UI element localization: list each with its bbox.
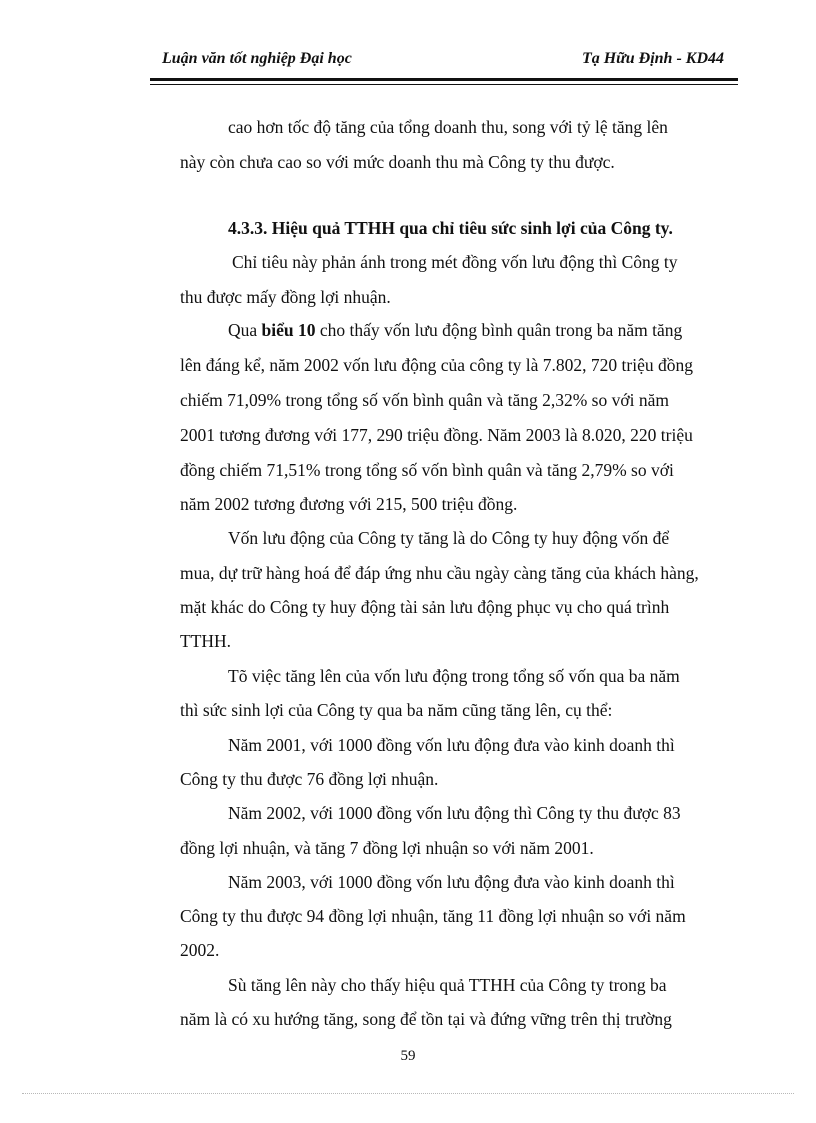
- text-line: 2001 tương đương với 177, 290 triệu đồng. Năm 2003 là 8.020, 220 triệu: [180, 425, 693, 445]
- text-line: năm 2002 tương đương với 215, 500 triệu đồng.: [180, 494, 518, 514]
- text-run: Qua: [228, 320, 262, 340]
- text-line: Năm 2001, với 1000 đồng vốn lưu động đưa vào kinh doanh thì: [228, 735, 675, 755]
- page-number: 59: [400, 1048, 416, 1064]
- text-line: Công ty thu được 76 đồng lợi nhuận.: [180, 769, 439, 789]
- text-line: đồng chiếm 71,51% trong tổng số vốn bình quân và tăng 2,79% so với: [180, 460, 674, 480]
- text-line: Năm 2002, với 1000 đồng vốn lưu động thì Công ty thu được 83: [228, 803, 681, 823]
- text-line: này còn chưa cao so với mức doanh thu mà Công ty thu được.: [180, 152, 615, 172]
- text-line: thì sức sinh lợi của Công ty qua ba năm cũng tăng lên, cụ thể:: [180, 700, 613, 720]
- section-heading: 4.3.3. Hiệu quả TTHH qua chỉ tiêu sức sinh lợi của Công ty.: [228, 218, 673, 238]
- header-title: Luận văn tốt nghiệp Đại học: [162, 50, 352, 67]
- text-line: cao hơn tốc độ tăng của tổng doanh thu, song với tỷ lệ tăng lên: [228, 117, 668, 137]
- text-line: Tõ việc tăng lên của vốn lưu động trong tổng số vốn qua ba năm: [228, 666, 680, 686]
- text-line: lên đáng kể, năm 2002 vốn lưu động của công ty là 7.802, 720 triệu đồng: [180, 355, 694, 375]
- text-line: Vốn lưu động của Công ty tăng là do Công ty huy động vốn để: [228, 528, 670, 548]
- text-line: TTHH.: [180, 631, 232, 651]
- text-run: cho thấy vốn lưu động bình quân trong ba năm tăng: [315, 320, 683, 340]
- text-line: năm là có xu hướng tăng, song để tồn tại và đứng vững trên thị trường: [180, 1009, 672, 1029]
- page-bottom-border: [22, 1093, 794, 1094]
- text-line: mua, dự trữ hàng hoá để đáp ứng nhu cầu ngày càng tăng của khách hàng,: [180, 563, 699, 583]
- text-line: 2002.: [180, 940, 220, 960]
- text-line: chiếm 71,09% trong tổng số vốn bình quân và tăng 2,32% so với năm: [180, 390, 669, 410]
- text-line: Sù tăng lên này cho thấy hiệu quả TTHH của Công ty trong ba: [228, 975, 667, 995]
- text-line: Năm 2003, với 1000 đồng vốn lưu động đưa vào kinh doanh thì: [228, 872, 675, 892]
- text-line: đồng lợi nhuận, và tăng 7 đồng lợi nhuận so với năm 2001.: [180, 838, 594, 858]
- header-author: Tạ Hữu Định - KD44: [581, 50, 724, 67]
- text-line: [228, 320, 682, 340]
- table-reference: biểu 10: [261, 320, 316, 340]
- text-line: thu được mấy đồng lợi nhuận.: [180, 287, 391, 307]
- text-line: mặt khác do Công ty huy động tài sản lưu động phục vụ cho quá trình: [180, 597, 670, 617]
- text-line: Công ty thu được 94 đồng lợi nhuận, tăng 11 đồng lợi nhuận so với năm: [180, 906, 686, 926]
- text-line: Chỉ tiêu này phản ánh trong mét đồng vốn lưu động thì Công ty: [232, 252, 678, 272]
